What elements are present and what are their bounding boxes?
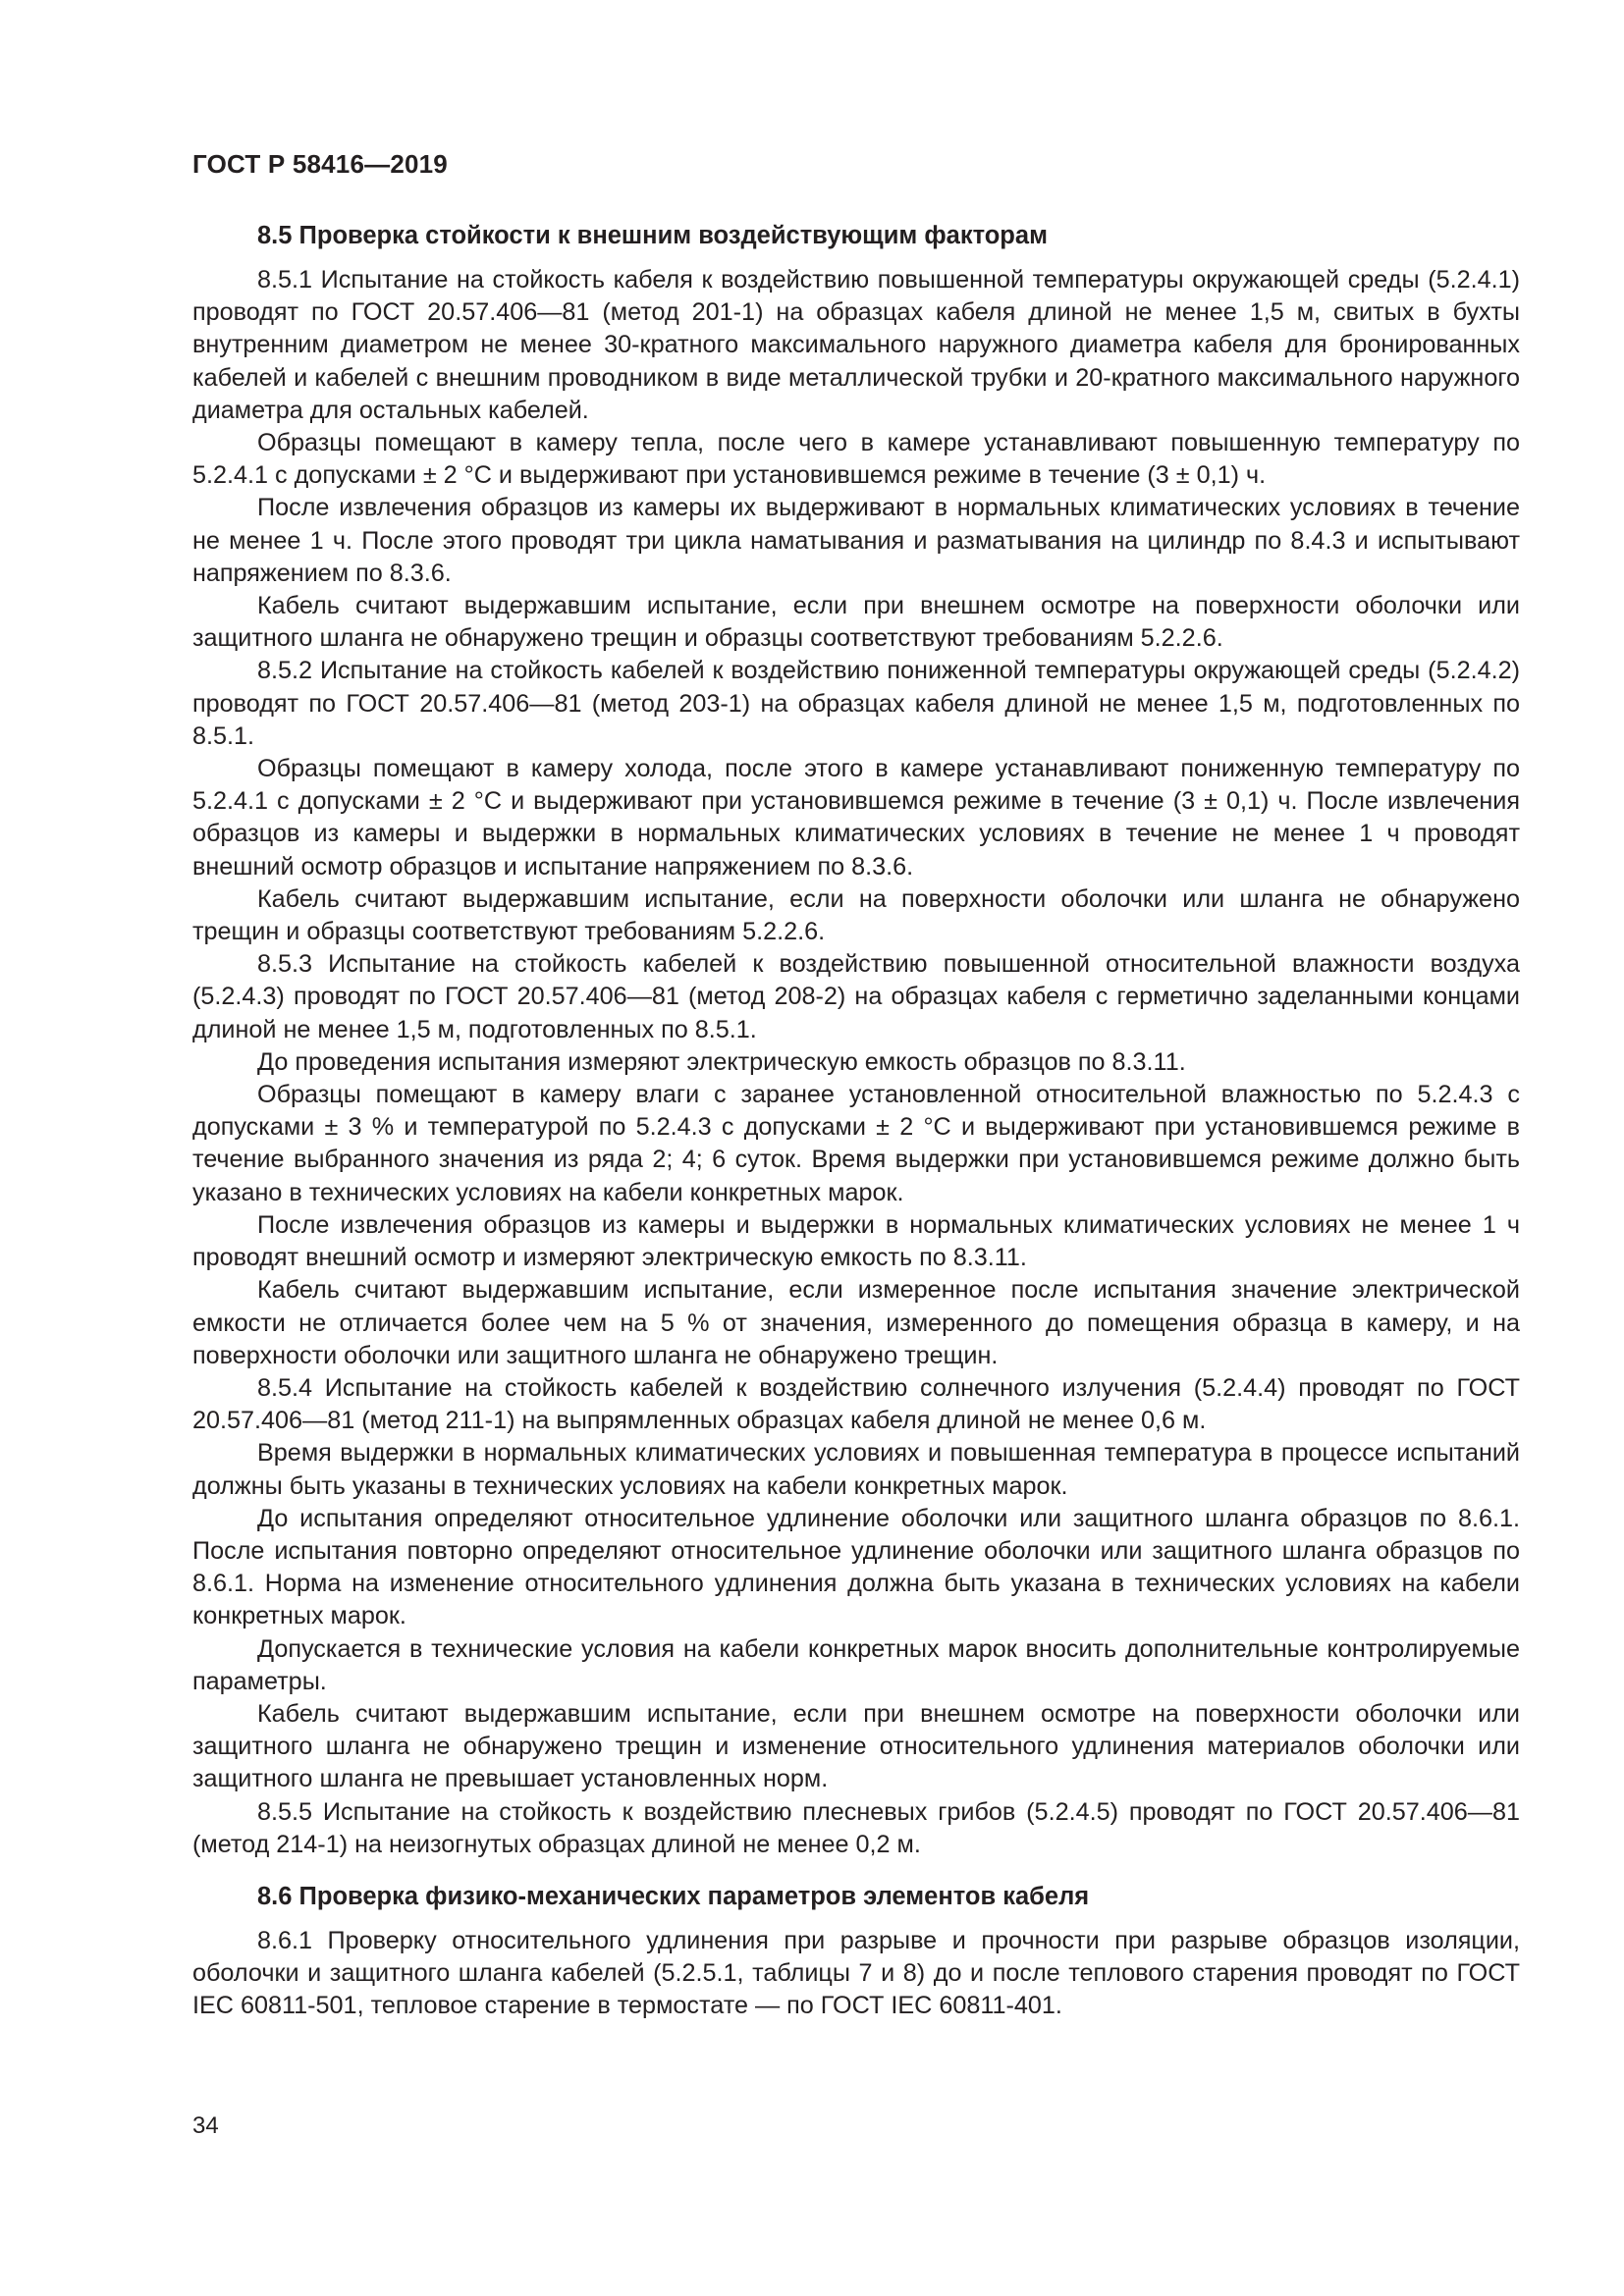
paragraph: 8.5.4 Испытание на стойкость кабелей к воздействию солнечного излучения (5.2.4.4) проводят по ГОСТ 20.57.406—81 (метод 211-1) на выпрямленных образцах кабеля длиной не менее 0,6 м. bbox=[192, 1373, 1520, 1435]
paragraph: До испытания определяют относительное удлинение оболочки или защитного шланга образцов по 8.6.1. После испытания повторно определяют относительное удлинение оболочки или защитного шланга образцов по 8.6.1. Норма на изменение относительного удлинения должна быть указана в технических условиях на кабели конкретных марок. bbox=[192, 1504, 1520, 1630]
section-title-8-6: 8.6 Проверка физико-механических параметров элементов кабеля bbox=[257, 1882, 1090, 1910]
page-number: 34 bbox=[192, 2112, 219, 2139]
paragraph: 8.5.2 Испытание на стойкость кабелей к воздействию пониженной температуры окружающей среды (5.2.4.2) проводят по ГОСТ 20.57.406—81 (метод 203-1) на образцах кабеля длиной не менее 1,5 м, подготовленных по 8.5.1. bbox=[192, 657, 1520, 750]
paragraph: Время выдержки в нормальных климатических условиях и повышенная температура в процессе испытаний должны быть указаны в технических условиях на кабели конкретных марок. bbox=[192, 1439, 1520, 1500]
paragraph: 8.5.3 Испытание на стойкость кабелей к воздействию повышенной относительной влажности воздуха (5.2.4.3) проводят по ГОСТ 20.57.406—81 (метод 208-2) на образцах кабеля с герметично заделанными концами длиной не менее 1,5 м, подготовленных по 8.5.1. bbox=[192, 950, 1520, 1043]
paragraph: Кабель считают выдержавшим испытание, если измеренное после испытания значение электрической емкости не отличается более чем на 5 % от значения, измеренного до помещения образца в камеру, и на поверхности оболочки или защитного шланга не обнаружено трещин. bbox=[192, 1276, 1520, 1369]
paragraph: 8.6.1 Проверку относительного удлинения при разрыве и прочности при разрыве образцов изоляции, оболочки и защитного шланга кабелей (5.2.5.1, таблицы 7 и 8) до и после теплового старения проводят по ГОСТ IEC 60811-501, тепловое старение в термостате — по ГОСТ IEC 60811-401. bbox=[192, 1926, 1520, 2020]
paragraph: Образцы помещают в камеру влаги с заранее установленной относительной влажностью по 5.2.4.3 с допусками ± 3 % и температурой по 5.2.4.3 с допусками ± 2 °С и выдерживают при установившемся режиме в течение выбранного значения из ряда 2; 4; 6 суток. Время выдержки при установившемся режиме должно быть указано в технических условиях на кабели конкретных марок. bbox=[192, 1081, 1520, 1206]
paragraph: Допускается в технические условия на кабели конкретных марок вносить дополнительные контролируемые параметры. bbox=[192, 1634, 1520, 1695]
paragraph: Кабель считают выдержавшим испытание, если при внешнем осмотре на поверхности оболочки или защитного шланга не обнаружено трещин и изменение относительного удлинения материалов оболочки или защитного шланга не превышает установленных норм. bbox=[192, 1699, 1520, 1793]
section-title-8-5: 8.5 Проверка стойкости к внешним воздействующим факторам bbox=[257, 222, 1048, 249]
document-header: ГОСТ Р 58416—2019 bbox=[192, 149, 448, 179]
paragraph: Образцы помещают в камеру тепла, после чего в камере устанавливают повышенную температуру по 5.2.4.1 с допусками ± 2 °С и выдерживают при установившемся режиме в течение (3 ± 0,1) ч. bbox=[192, 429, 1520, 490]
paragraph: Кабель считают выдержавшим испытание, если при внешнем осмотре на поверхности оболочки или защитного шланга не обнаружено трещин и образцы соответствуют требованиям 5.2.2.6. bbox=[192, 592, 1520, 653]
document-body bbox=[192, 220, 1520, 2023]
paragraph: До проведения испытания измеряют электрическую емкость образцов по 8.3.11. bbox=[257, 1047, 1186, 1076]
paragraph: После извлечения образцов из камеры их выдерживают в нормальных климатических условиях в течение не менее 1 ч. После этого проводят три цикла наматывания и разматывания на цилиндр по 8.4.3 и испытывают напряжением по 8.3.6. bbox=[192, 494, 1520, 587]
paragraph: Кабель считают выдержавшим испытание, если на поверхности оболочки или шланга не обнаружено трещин и образцы соответствуют требованиям 5.2.2.6. bbox=[192, 884, 1520, 946]
paragraph: 8.5.1 Испытание на стойкость кабеля к воздействию повышенной температуры окружающей среды (5.2.4.1) проводят по ГОСТ 20.57.406—81 (метод 201-1) на образцах кабеля длиной не менее 1,5 м, свитых в бухты внутренним диаметром не менее 30-кратного максимального наружного диаметра кабеля для бронированных кабелей и кабелей с внешним проводником в виде металлической трубки и 20-кратного максимального наружного диаметра для остальных кабелей. bbox=[192, 266, 1520, 424]
paragraph: Образцы помещают в камеру холода, после этого в камере устанавливают пониженную температуру по 5.2.4.1 с допусками ± 2 °С и выдерживают при установившемся режиме в течение (3 ± 0,1) ч. После извлечения образцов из камеры и выдержки в нормальных климатических условиях в течение не менее 1 ч проводят внешний осмотр образцов и испытание напряжением по 8.3.6. bbox=[192, 755, 1520, 881]
paragraph: После извлечения образцов из камеры и выдержки в нормальных климатических условиях не менее 1 ч проводят внешний осмотр и измеряют электрическую емкость по 8.3.11. bbox=[192, 1210, 1520, 1272]
paragraph: 8.5.5 Испытание на стойкость к воздействию плесневых грибов (5.2.4.5) проводят по ГОСТ 20.57.406—81 (метод 214-1) на неизогнутых образцах длиной не менее 0,2 м. bbox=[192, 1797, 1520, 1858]
